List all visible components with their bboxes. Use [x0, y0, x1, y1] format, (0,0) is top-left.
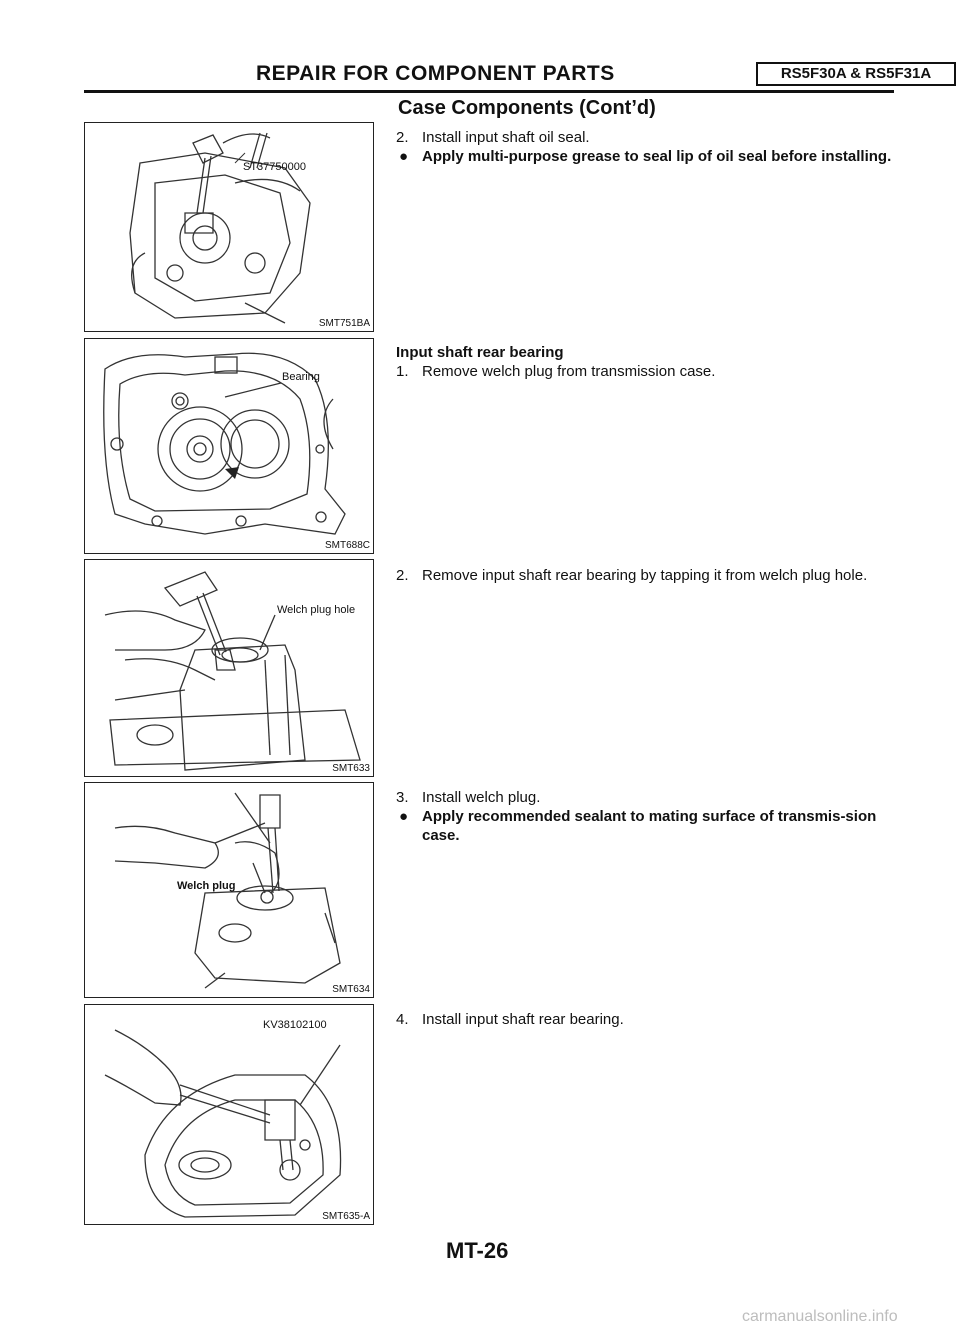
- bearing-label: Bearing: [282, 371, 320, 383]
- page-number: MT-26: [446, 1238, 509, 1263]
- section-title: Case Components (Cont’d): [398, 97, 656, 119]
- subheading: Input shaft rear bearing: [396, 344, 564, 361]
- tool-label: ST37750000: [243, 161, 306, 173]
- figure-remove-bearing: [84, 559, 374, 777]
- figure-welch-plug-location: [84, 338, 374, 554]
- transmission-hammer-illustration: [85, 123, 373, 331]
- figure-install-bearing: [84, 1004, 374, 1225]
- bullet-item: ● Apply recommended sealant to mating surface of transmis-sion case.: [399, 808, 877, 844]
- header-title: REPAIR FOR COMPONENT PARTS: [256, 62, 615, 85]
- bullet-item: ● Apply multi-purpose grease to seal lip of oil seal before installing.: [399, 148, 892, 165]
- welch-plug-label: Welch plug: [177, 880, 236, 892]
- case-bearing-illustration: [85, 339, 373, 553]
- step-item: 4. Install input shaft rear bearing.: [396, 1011, 624, 1028]
- header-rule: [84, 90, 894, 93]
- figure-code: SMT751BA: [318, 318, 370, 329]
- figure-install-oil-seal: [84, 122, 374, 332]
- figure-code: SMT633: [332, 763, 370, 774]
- figure-install-welch-plug: [84, 782, 374, 998]
- page-header: [84, 60, 932, 92]
- watermark: carmanualsonline.info: [742, 1308, 898, 1325]
- welch-plug-hole-label: Welch plug hole: [277, 604, 356, 616]
- step-install-welch-plug: [396, 788, 896, 845]
- installing-bearing-illustration: [85, 1005, 373, 1224]
- tool-label: KV38102100: [263, 1019, 327, 1031]
- section-input-shaft-rear-bearing: [396, 343, 896, 381]
- figure-code: SMT688C: [324, 540, 370, 551]
- tapping-bearing-illustration: [85, 560, 373, 776]
- figure-code: SMT635-A: [322, 1211, 370, 1222]
- figure-code: SMT634: [332, 984, 370, 995]
- step-item: 2. Install input shaft oil seal.: [396, 129, 590, 146]
- step-item: 2. Remove input shaft rear bearing by tapping it from welch plug hole.: [396, 567, 868, 584]
- step-item: 1. Remove welch plug from transmission case.: [396, 363, 716, 380]
- step-item: 3. Install welch plug.: [396, 789, 541, 806]
- step-install-oil-seal: [396, 128, 896, 166]
- step-remove-bearing: [396, 566, 896, 585]
- step-install-bearing: [396, 1010, 896, 1029]
- model-badge: RS5F30A & RS5F31A: [756, 62, 956, 86]
